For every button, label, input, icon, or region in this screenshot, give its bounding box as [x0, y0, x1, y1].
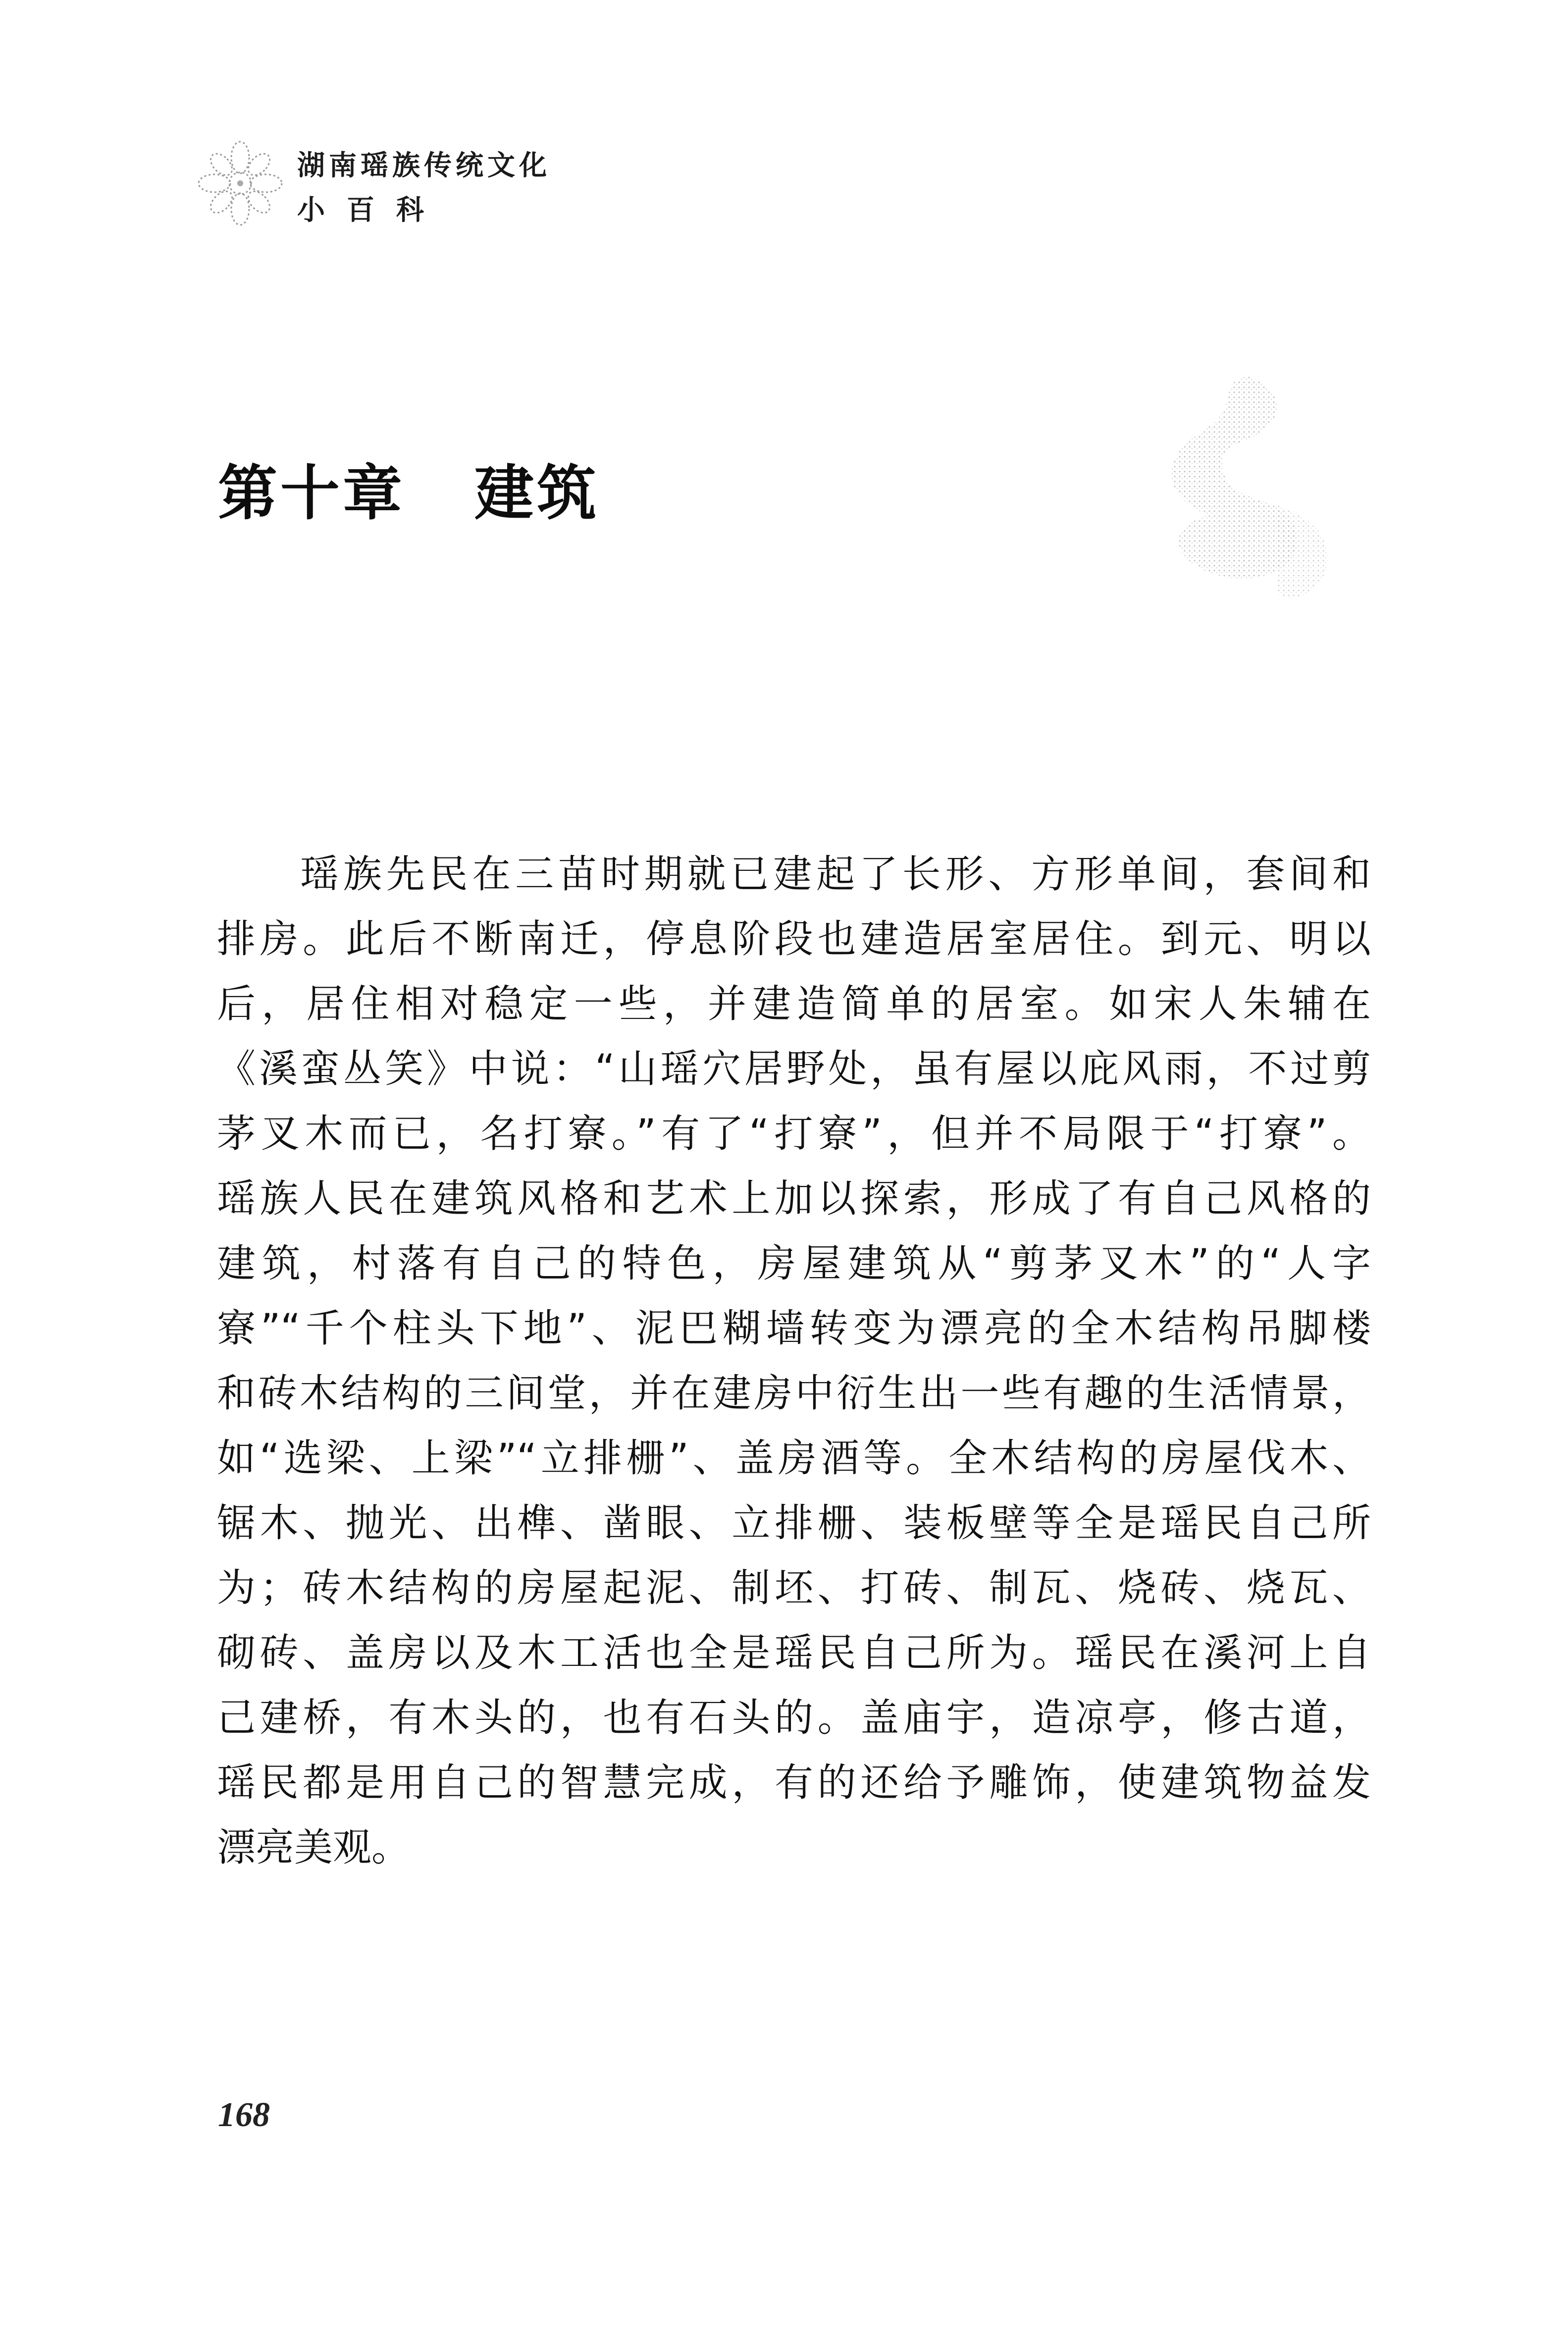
body-line: 瑶民都是用自己的智慧完成，有的还给予雕饰，使建筑物益发 — [217, 1761, 1371, 1805]
body-line: 和砖木结构的三间堂，并在建房中衍生出一些有趣的生活情景， — [217, 1371, 1371, 1416]
chapter-heading — [218, 446, 599, 531]
chapter-title: 建筑 — [474, 458, 599, 528]
body-paragraph — [217, 842, 1371, 1880]
body-line: 瑶族先民在三苗时期就已建起了长形、方形单间，套间和 — [300, 852, 1371, 897]
body-line: 《溪蛮丛笑》中说：“山瑶穴居野处，虽有屋以庇风雨，不过剪 — [217, 1047, 1371, 1091]
header-floral-ornament — [196, 134, 285, 233]
speckle-ornament-icon — [1099, 357, 1357, 614]
body-line: 寮”“千个柱头下地”、泥巴糊墙转变为漂亮的全木结构吊脚楼 — [217, 1306, 1371, 1351]
body-line: 瑶族人民在建筑风格和艺术上加以探索，形成了有自己风格的 — [217, 1176, 1371, 1221]
body-line: 如“选梁、上梁”“立排栅”、盖房酒等。全木结构的房屋伐木、 — [217, 1436, 1371, 1481]
book-title: 湖南瑶族传统文化 — [297, 149, 551, 182]
body-line: 己建桥，有木头的，也有石头的。盖庙宇，造凉亭，修古道， — [217, 1696, 1371, 1740]
body-line: 后，居住相对稳定一些，并建造简单的居室。如宋人朱辅在 — [217, 982, 1371, 1026]
body-line: 建筑，村落有自己的特色，房屋建筑从“剪茅叉木”的“人字 — [217, 1241, 1371, 1286]
body-line: 茅叉木而已，名打寮。”有了“打寮”，但并不局限于“打寮”。 — [217, 1112, 1371, 1156]
body-line: 砌砖、盖房以及木工活也全是瑶民自己所为。瑶民在溪河上自 — [217, 1631, 1371, 1675]
page-number: 168 — [218, 2096, 270, 2134]
book-subtitle: 小百科 — [297, 194, 446, 226]
body-line: 为；砖木结构的房屋起泥、制坯、打砖、制瓦、烧砖、烧瓦、 — [217, 1566, 1371, 1610]
body-line: 排房。此后不断南迁，停息阶段也建造居室居住。到元、明以 — [217, 917, 1371, 961]
body-line: 漂亮美观。 — [217, 1825, 411, 1870]
chapter-number: 第十章 — [218, 458, 405, 528]
body-line: 锯木、抛光、出榫、凿眼、立排栅、装板壁等全是瑶民自己所 — [217, 1501, 1371, 1546]
chapter-decorative-ornament — [1099, 357, 1357, 614]
floral-ornament-icon — [196, 134, 285, 233]
